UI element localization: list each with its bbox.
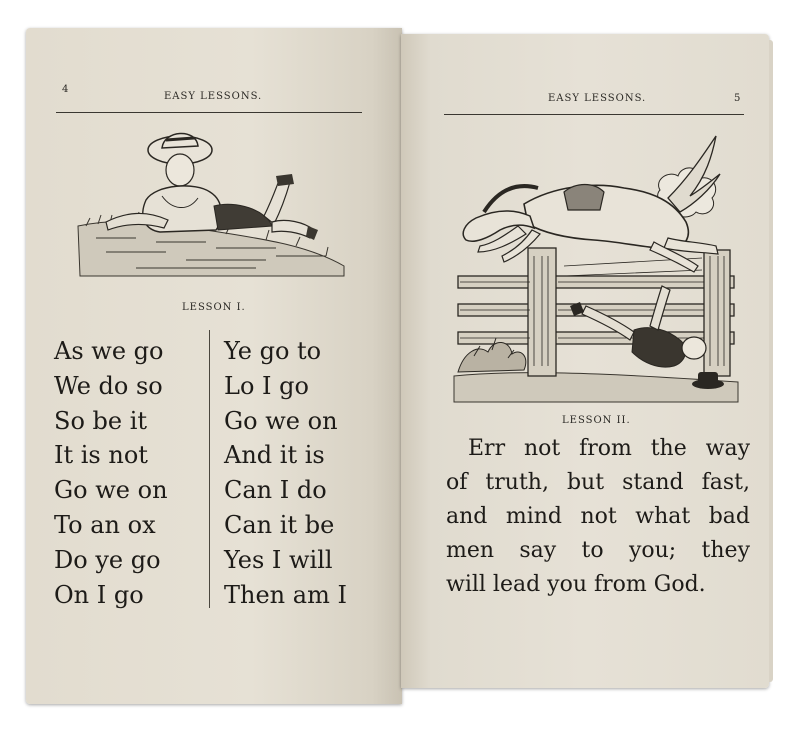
lesson-two-title: LESSON II.	[562, 415, 631, 426]
word-line: Do ye go	[54, 545, 161, 574]
word-line: On I go	[54, 580, 144, 609]
boy-lying-on-grass-icon	[76, 126, 346, 282]
word-line: Lo I go	[224, 371, 309, 400]
text-line: men say to you; they	[446, 538, 750, 563]
word-line: Go we on	[54, 476, 168, 505]
word-line: It is not	[54, 441, 148, 470]
horse-jumping-fence-rider-falling-icon	[454, 126, 738, 404]
right-header-rule	[444, 114, 744, 115]
right-page-number: 5	[734, 93, 741, 104]
left-running-head: EASY LESSONS.	[164, 91, 263, 102]
word-line: As we go	[54, 337, 164, 365]
word-line: We do so	[54, 371, 163, 400]
text-line: Err not from the way	[468, 436, 750, 461]
word-line: And it is	[224, 441, 325, 470]
word-line: Yes I will	[224, 545, 333, 574]
text-line: of truth, but stand fast,	[446, 470, 750, 495]
text-line: will lead you from God.	[446, 572, 706, 597]
lesson-one-title: LESSON I.	[182, 302, 246, 313]
lesson-two-text	[446, 432, 750, 602]
lesson-one-right-column	[224, 334, 347, 612]
lesson-one-left-column	[54, 334, 168, 612]
left-page-number: 4	[62, 84, 69, 95]
word-line: So be it	[54, 406, 148, 435]
left-header-rule	[56, 112, 362, 113]
word-line: Go we on	[224, 406, 338, 435]
word-line: Can I do	[224, 476, 327, 505]
page-edge	[769, 40, 773, 682]
text-line: and mind not what bad	[446, 504, 750, 529]
right-running-head: EASY LESSONS.	[548, 93, 647, 104]
word-line: Can it be	[224, 510, 335, 539]
column-divider	[209, 330, 210, 608]
word-line: To an ox	[54, 510, 156, 539]
word-line: Ye go to	[224, 337, 322, 365]
word-line: Then am I	[224, 580, 347, 609]
